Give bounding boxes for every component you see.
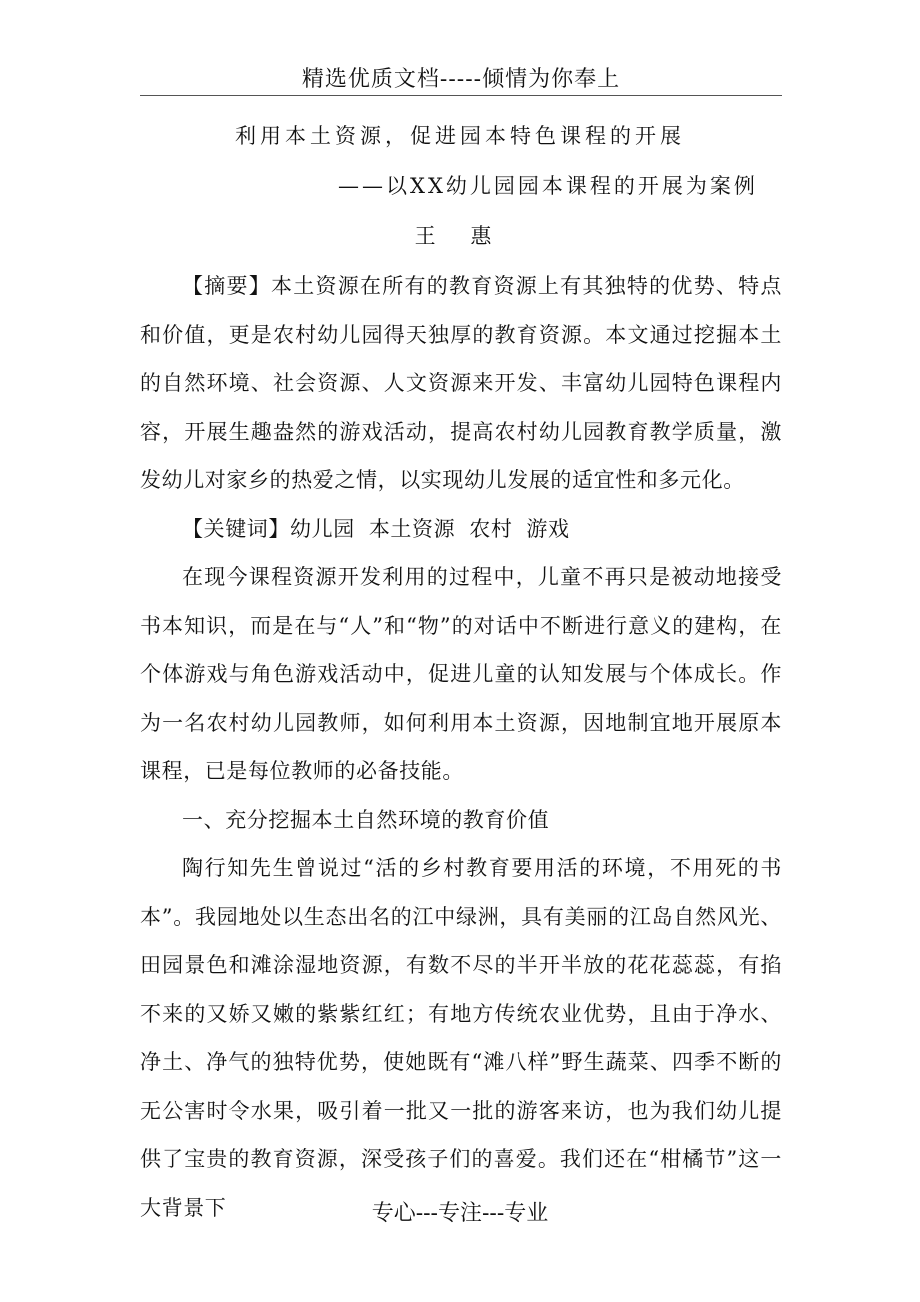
article-subtitle: ——以XX幼儿园园本课程的开展为案例 — [338, 174, 758, 198]
keywords-line — [140, 505, 782, 554]
page-footer: 专心---专注---专业 — [371, 1201, 549, 1226]
keywords-label: 【关键词】 — [182, 516, 290, 541]
body-paragraph: 陶行知先生曾说过“活的乡村教育要用活的环境，不用死的书本”。我园地处以生态出名的江中绿洲，具有美丽的江岛自然风光、田园景色和滩涂湿地资源，有数不尽的半开半放的花花蕊蕊，有掐不来的又娇又嫩的紫紫红红；有地方传统农业优势，且由于净水、净土、净气的独特优势，使她既有“滩八样”野生蔬菜、四季不断的无公害时令水果，吸引着一批又一批的游客来访，也为我们幼儿提供了宝贵的教育资源，深受孩子们的喜爱。我们还在“柑橘节”这一大背景下 — [140, 856, 783, 1220]
article-title: 利用本土资源，促进园本特色课程的开展 — [235, 124, 685, 148]
keyword: 本土资源 — [368, 516, 456, 541]
body-paragraph: 在现今课程资源开发利用的过程中，儿童不再只是被动地接受书本知识，而是在与“人”和“物”的对话中不断进行意义的建构，在个体游戏与角色游戏活动中，促进儿童的认知发展与个体成长。作为一名农村幼儿园教师，如何利用本土资源，因地制宜地开展原本课程，已是每位教师的必备技能。 — [140, 565, 782, 783]
header-divider — [140, 95, 782, 96]
article-body — [140, 262, 782, 1232]
page-header: 精选优质文档-----倾情为你奉上 — [301, 67, 621, 92]
section-heading: 一、充分挖掘本土自然环境的教育价值 — [182, 807, 550, 832]
author-name: 王 惠 — [414, 224, 506, 248]
keyword: 游戏 — [526, 516, 570, 541]
keyword: 幼儿园 — [290, 516, 355, 541]
keyword: 农村 — [469, 516, 513, 541]
abstract-paragraph: 【摘要】本土资源在所有的教育资源上有其独特的优势、特点和价值，更是农村幼儿园得天独厚的教育资源。本文通过挖掘本土的自然环境、社会资源、人文资源来开发、丰富幼儿园特色课程内容，开展生趣盎然的游戏活动，提高农村幼儿园教育教学质量，激发幼儿对家乡的热爱之情，以实现幼儿发展的适宜性和多元化。 — [140, 274, 782, 492]
